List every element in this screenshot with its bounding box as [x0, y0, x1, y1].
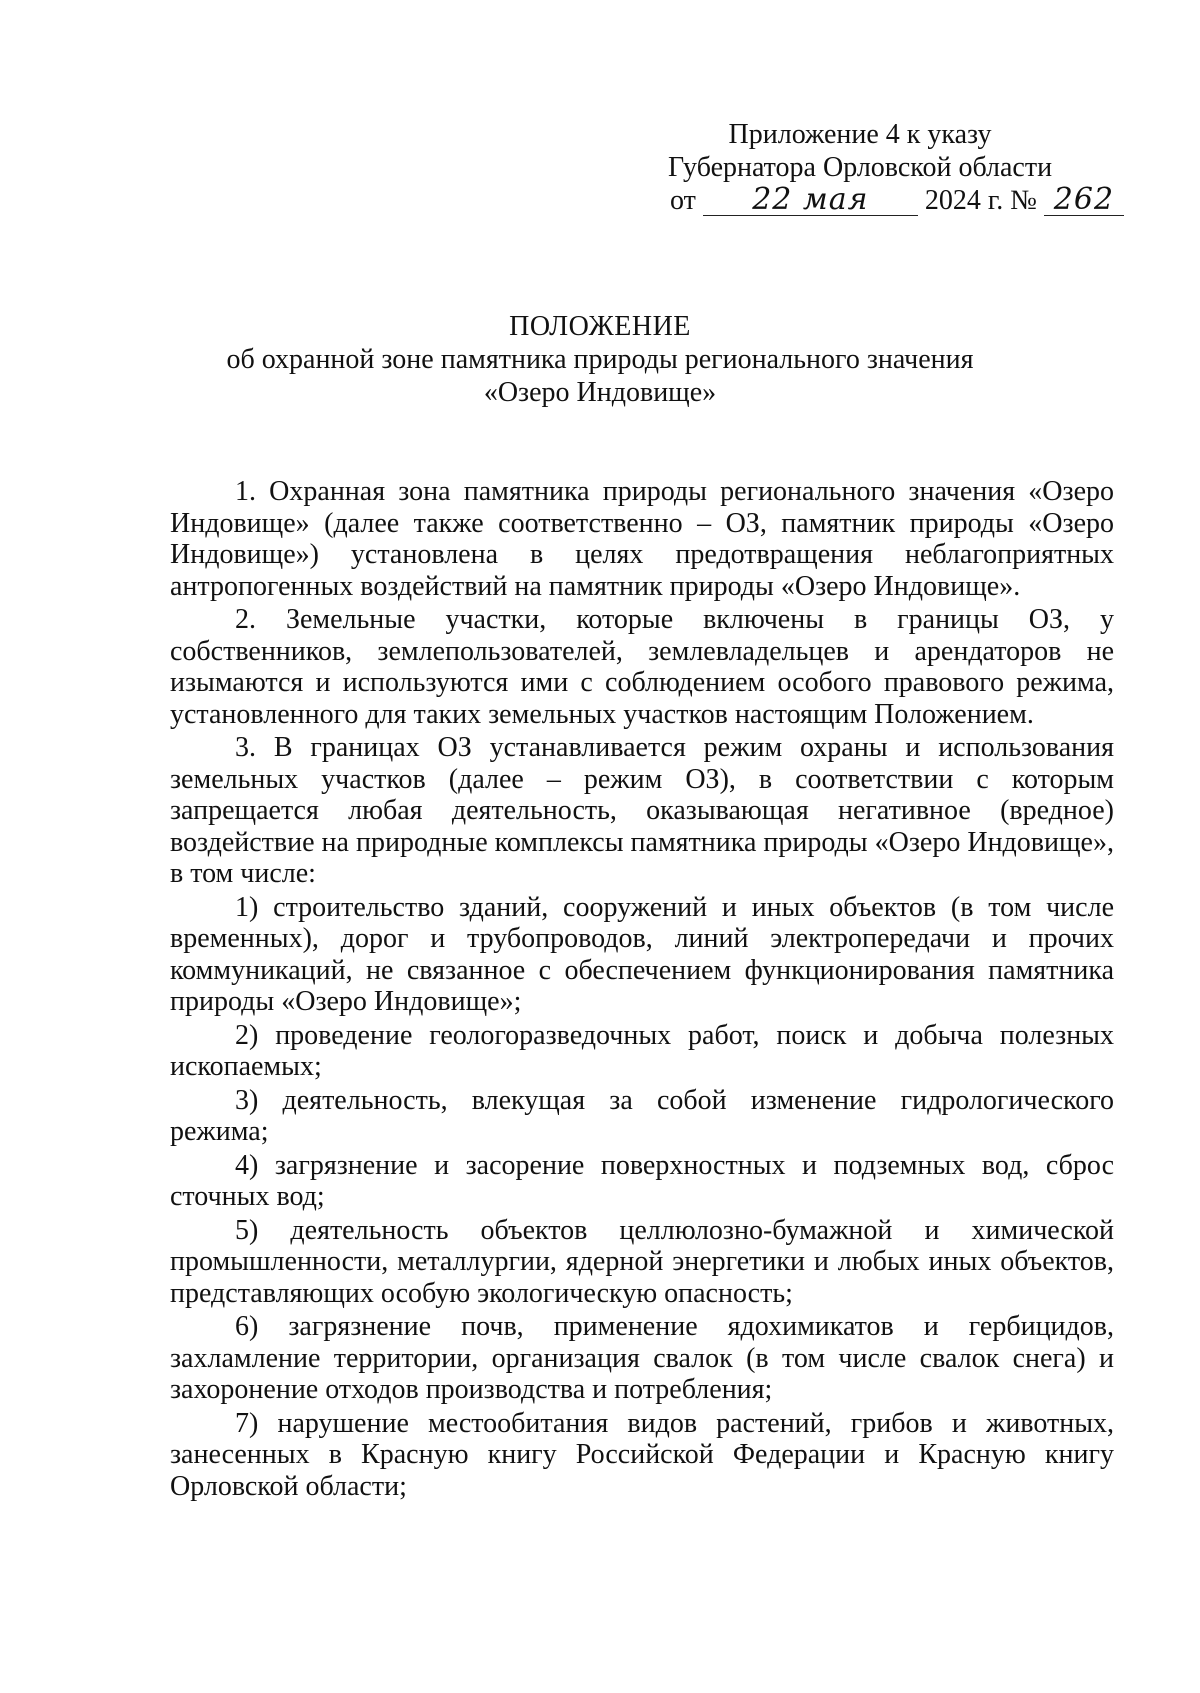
paragraph-1: 1. Охранная зона памятника природы регионального значения «Озеро Индовище» (далее также соответственно – ОЗ, памятник природы «Озеро Индовище») установлена в целях предотвращения неблагоприятных антропогенных воздействий на памятник природы «Озеро Индовище». [170, 476, 1114, 602]
appendix-year: 2024 г. № [924, 185, 1037, 216]
document-body [170, 476, 1114, 1504]
list-item-3: 3) деятельность, влекущая за собой изменение гидрологического режима; [170, 1084, 1114, 1147]
document-subtitle: об охранной зоне памятника природы регионального значения [226, 344, 974, 375]
appendix-from: от [670, 185, 696, 216]
document-heading: ПОЛОЖЕНИЕ [509, 311, 691, 342]
appendix-line-2: Губернатора Орловской области [667, 152, 1053, 183]
list-item-5: 5) деятельность объектов целлюлозно-бумажной и химической промышленности, металлургии, ядерной энергетики и любых иных объектов, представляющих особую экологическую опасность; [170, 1214, 1114, 1309]
list-item-6: 6) загрязнение почв, применение ядохимикатов и гербицидов, захламление территории, организация свалок (в том числе свалок снега) и захоронение отходов производства и потребления; [170, 1311, 1114, 1405]
document-name: «Озеро Индовище» [483, 377, 717, 408]
document-title-block [170, 310, 1030, 409]
list-item-1: 1) строительство зданий, сооружений и иных объектов (в том числе временных), дорог и трубопроводов, линий электропередачи и прочих коммуникаций, не связанное с обеспечением функционирования памятника природы «Озеро Индовище»; [170, 891, 1114, 1017]
handwritten-number: 262 [1044, 185, 1124, 216]
list-item-4: 4) загрязнение и засорение поверхностных и подземных вод, сброс сточных вод; [170, 1149, 1114, 1212]
appendix-header [610, 118, 1115, 217]
appendix-line-1: Приложение 4 к указу [728, 119, 992, 150]
handwritten-date: 22 мая [703, 185, 918, 216]
list-item-7: 7) нарушение местообитания видов растений, грибов и животных, занесенных в Красную книгу Российской Федерации и Красную книгу Орловской области; [170, 1407, 1114, 1502]
paragraph-2: 2. Земельные участки, которые включены в границы ОЗ, у собственников, землепользователей, землевладельцев и арендаторов не изымаются и используются ими с соблюдением особого правового режима, установленного для таких земельных участков настоящим Положением. [170, 604, 1114, 730]
paragraph-3: 3. В границах ОЗ устанавливается режим охраны и использования земельных участков (далее – режим ОЗ), в соответствии с которым запрещается любая деятельность, оказывающая негативное (вредное) воздействие на природные комплексы памятника природы «Озеро Индовище», в том числе: [170, 732, 1114, 889]
list-item-2: 2) проведение геологоразведочных работ, поиск и добыча полезных ископаемых; [170, 1019, 1114, 1082]
appendix-line-3 [610, 182, 1115, 217]
